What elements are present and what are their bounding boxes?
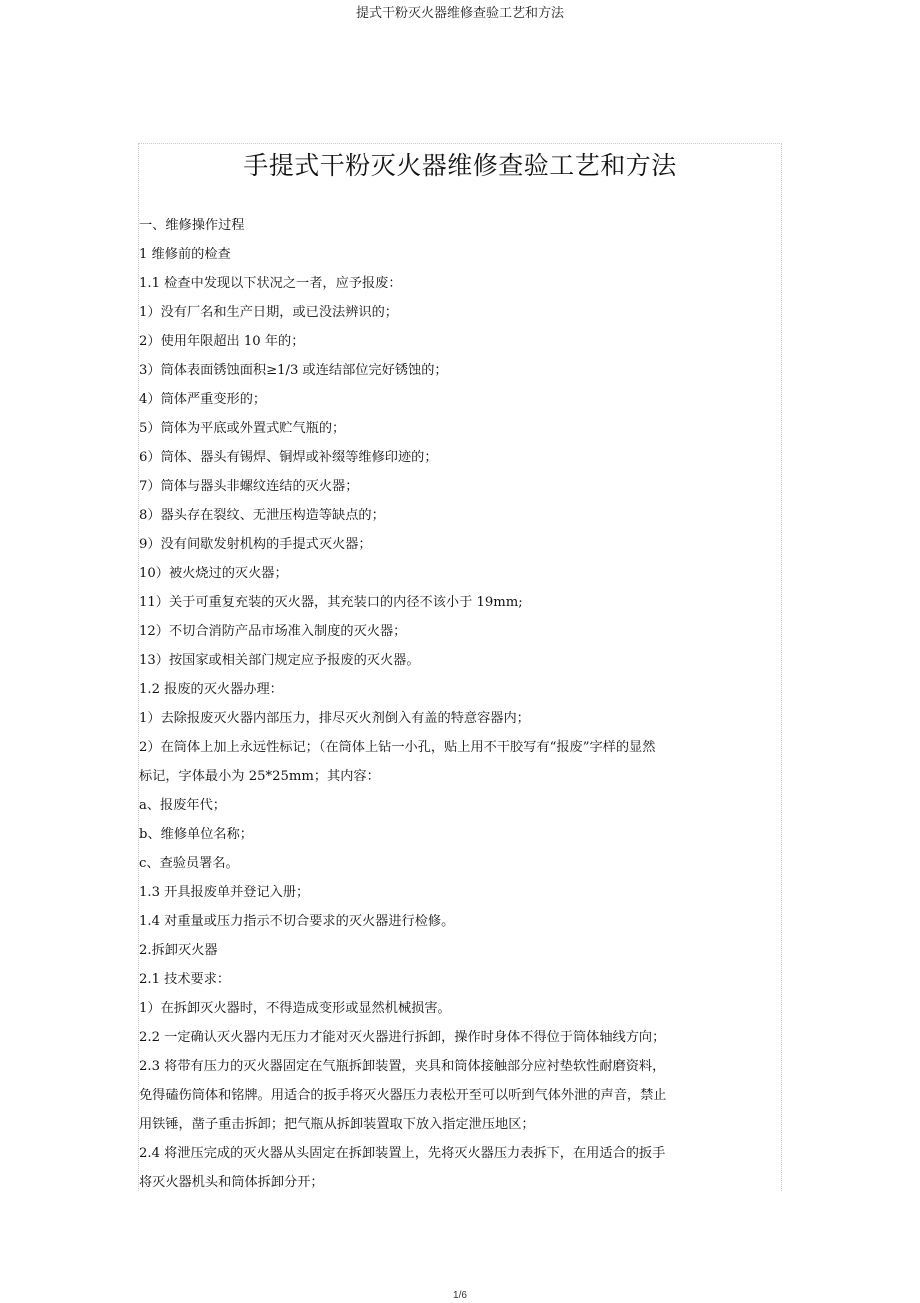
list-item: 1）在拆卸灭火器时，不得造成变形或显然机械损害。 <box>139 1001 451 1016</box>
list-item: 1）去除报废灭火器内部压力，排尽灭火剂倒入有盖的特意容器内； <box>139 711 530 726</box>
list-item: 13）按国家或相关部门规定应予报废的灭火器。 <box>139 653 420 668</box>
paragraph: 1.4 对重量或压力指示不切合要求的灭火器进行检修。 <box>139 914 455 929</box>
list-item: 11）关于可重复充装的灭火器，其充装口的内径不该小于 19mm; <box>139 595 523 610</box>
list-item: 10）被火烧过的灭火器； <box>139 566 288 581</box>
paragraph: 用铁锤，凿子重击拆卸；把气瓶从拆卸装置取下放入指定泄压地区； <box>139 1117 535 1132</box>
list-item: 2）使用年限超出 10 年的； <box>139 334 305 349</box>
section-heading: 一、维修操作过程 <box>139 218 245 233</box>
paragraph: 2.4 将泄压完成的灭火器从头固定在拆卸装置上，先将灭火器压力表拆下，在用适合的扳手 <box>139 1146 666 1161</box>
subsection-heading: 1 维修前的检查 <box>139 247 231 262</box>
paragraph: 标记，字体最小为 25*25mm；其内容： <box>139 769 380 784</box>
list-item: 8）器头存在裂纹、无泄压构造等缺点的； <box>139 508 385 523</box>
list-item: 2）在筒体上加上永远性标记；（在筒体上钻一小孔，贴上用不干胶写有“报废”字样的显然 <box>139 740 656 755</box>
running-header-title: 提式干粉灭火器维修查验工艺和方法 <box>355 6 564 21</box>
list-item: 4）筒体严重变形的； <box>139 392 267 407</box>
list-item: 3）筒体表面锈蚀面积≥1/3 或连结部位完好锈蚀的； <box>139 363 448 378</box>
list-item: 9）没有间歇发射机构的手提式灭火器； <box>139 537 372 552</box>
paragraph: 免得磕伤筒体和铭牌。用适合的扳手将灭火器压力表松开至可以听到气体外泄的声音，禁止 <box>139 1088 667 1103</box>
paragraph: 2.1 技术要求： <box>139 972 231 987</box>
paragraph: 2.2 一定确认灭火器内无压力才能对灭火器进行拆卸，操作时身体不得位于筒体轴线方向； <box>139 1030 666 1045</box>
paragraph: 1.2 报废的灭火器办理： <box>139 682 283 697</box>
subsection-heading: 2.拆卸灭火器 <box>139 943 218 958</box>
list-item: 7）筒体与器头非螺纹连结的灭火器； <box>139 479 359 494</box>
document-body <box>139 211 729 1197</box>
list-item: 6）筒体、器头有锡焊、铜焊或补缀等维修印迹的； <box>139 450 438 465</box>
page-number: 1/6 <box>453 1290 467 1301</box>
list-item: b、维修单位名称； <box>139 827 253 842</box>
list-item: 1）没有厂名和生产日期，或已没法辨识的； <box>139 305 398 320</box>
paragraph: 1.1 检查中发现以下状况之一者，应予报废： <box>139 276 402 291</box>
list-item: 5）筒体为平底或外置式贮气瓶的； <box>139 421 346 436</box>
list-item: 12）不切合消防产品市场准入制度的灭火器； <box>139 624 407 639</box>
paragraph: 1.3 开具报废单并登记入册； <box>139 885 310 900</box>
paragraph: 将灭火器机头和筒体拆卸分开； <box>139 1175 324 1190</box>
list-item: c、查验员署名。 <box>139 856 239 871</box>
document-title: 手提式干粉灭火器维修查验工艺和方法 <box>243 151 677 180</box>
paragraph: 2.3 将带有压力的灭火器固定在气瓶拆卸装置，夹具和筒体接触部分应衬垫软性耐磨资料， <box>139 1059 666 1074</box>
list-item: a、报废年代； <box>139 798 226 813</box>
